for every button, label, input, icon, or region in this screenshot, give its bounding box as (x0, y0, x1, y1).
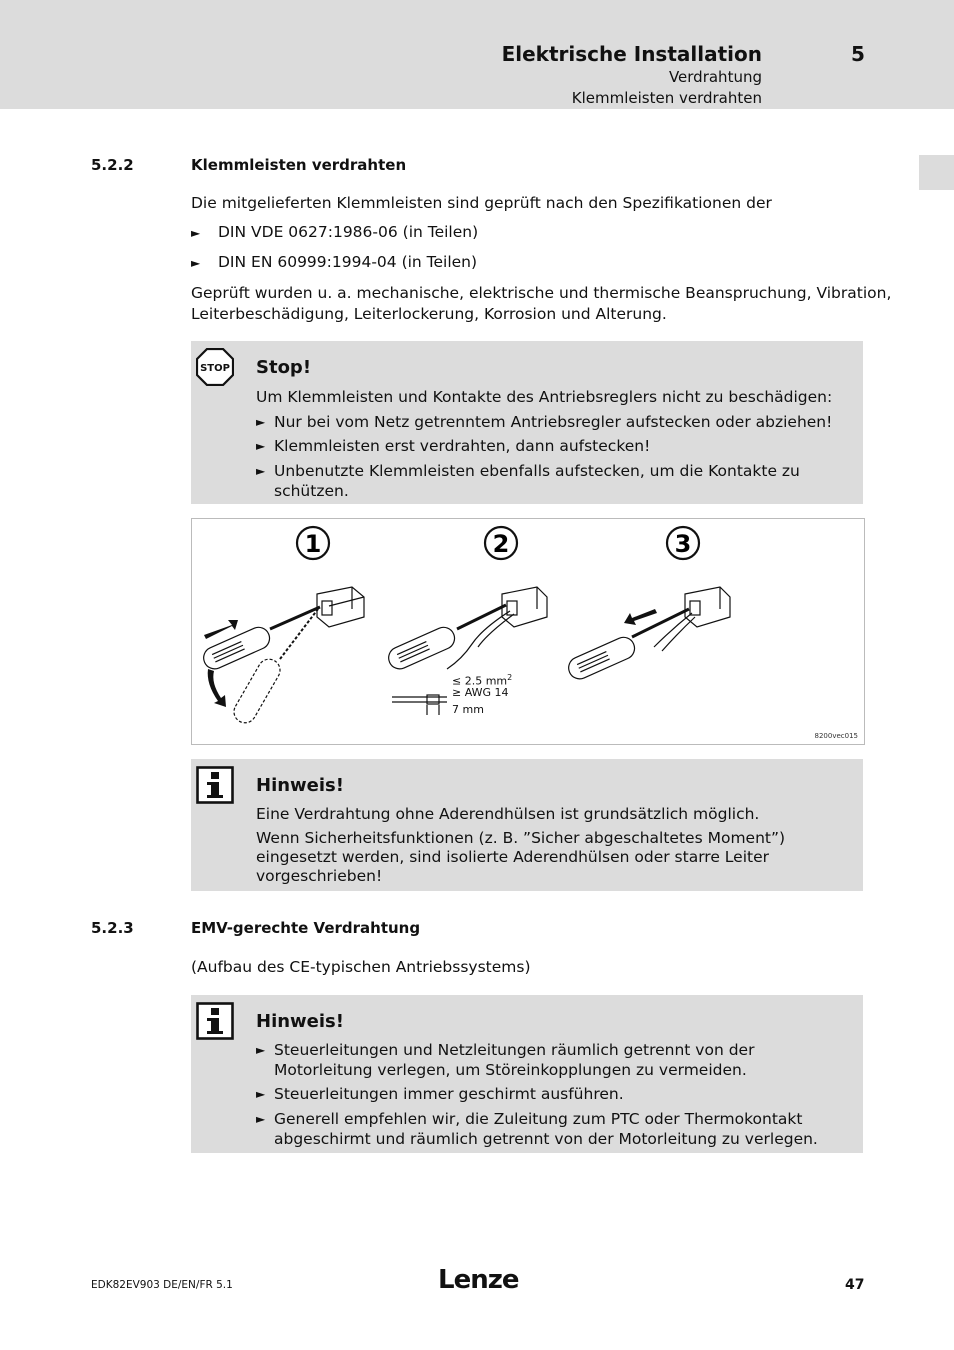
stop-warning-box (191, 341, 863, 504)
bullet-arrow-icon: ► (256, 1043, 266, 1057)
pull-arrow-icon (624, 609, 657, 625)
note-text-line: Wenn Sicherheitsfunktionen (z. B. ”Sicher abgeschaltetes Moment”) (256, 829, 786, 847)
bullet-arrow-icon: ► (256, 464, 266, 478)
chapter-tab-marker (919, 155, 954, 190)
bullet-arrow-icon: ► (256, 1087, 266, 1101)
list-item: ► Steuerleitungen und Netzleitungen räumlich getrennt von der Motorleitung verlegen, um Störeinkopplungen zu vermeiden. (256, 1041, 755, 1079)
section-number: 5.2.2 (91, 156, 134, 174)
awg-label: ≥ AWG 14 (452, 686, 509, 699)
list-item: ► Klemmleisten erst verdrahten, dann aufstecken! (256, 437, 651, 455)
list-item: ► Generell empfehlen wir, die Zuleitung zum PTC oder Thermokontakt abgeschirmt und räumlich getrennt von der Motorleitung zu verlegen. (256, 1110, 818, 1148)
bullet-arrow-icon: ► (191, 256, 201, 270)
list-item: ► Steuerleitungen immer geschirmt ausführen. (256, 1085, 624, 1103)
section-heading: Klemmleisten verdrahten (191, 156, 407, 174)
strip-length-label: 7 mm (452, 703, 484, 716)
stop-intro: Um Klemmleisten und Kontakte des Antriebsreglers nicht zu beschädigen: (256, 388, 833, 406)
list-item: ► DIN EN 60999:1994-04 (in Teilen) (191, 253, 478, 271)
list-item: ► Unbenutzte Klemmleisten ebenfalls aufstecken, um die Kontakte zu schützen. (256, 462, 800, 500)
svg-text:3: 3 (674, 530, 692, 558)
wire-gauge-label: ≤ 2.5 $mm^2$ (452, 673, 513, 688)
step-1-drawing (200, 587, 364, 727)
page-header (0, 0, 954, 109)
note-text-line: eingesetzt werden, sind isolierte Aderendhülsen oder starre Leiter (256, 848, 769, 866)
wiring-illustration (191, 518, 865, 745)
tested-paragraph-line: Leiterbeschädigung, Leiterlockerung, Korrosion und Alterung. (191, 305, 667, 323)
svg-text:STOP: STOP (200, 363, 230, 374)
note-title: Hinweis! (256, 1011, 344, 1032)
note-title: Hinweis! (256, 775, 344, 796)
svg-text:2: 2 (492, 530, 510, 558)
screwdriver-steps-drawing (192, 519, 866, 746)
note-text-line: vorgeschrieben! (256, 867, 383, 885)
bullet-arrow-icon: ► (256, 1112, 266, 1126)
bullet-arrow-icon: ► (191, 226, 201, 240)
document-code: EDK82EV903 DE/EN/FR 5.1 (91, 1279, 233, 1291)
note-box (191, 759, 863, 891)
bullet-arrow-icon: ► (256, 439, 266, 453)
step-2-icon (485, 527, 517, 559)
step-3-icon (667, 527, 699, 559)
stop-title: Stop! (256, 357, 312, 378)
list-item: ► DIN VDE 0627:1986-06 (in Teilen) (191, 223, 479, 241)
stop-sign-icon (196, 348, 234, 386)
step-1-icon (297, 527, 329, 559)
note-text-line: Eine Verdrahtung ohne Aderendhülsen ist grundsätzlich möglich. (256, 805, 760, 823)
list-item: ► Nur bei vom Netz getrenntem Antriebsregler aufstecken oder abziehen! (256, 413, 833, 431)
section-paragraph: (Aufbau des CE-typischen Antriebssystems) (191, 958, 531, 976)
info-icon (196, 766, 234, 804)
subchapter-title: Verdrahtung (668, 68, 762, 86)
lenze-logo: Lenze (438, 1265, 519, 1295)
section-title-header: Klemmleisten verdrahten (571, 89, 762, 107)
step-3-drawing (565, 587, 730, 682)
info-icon (196, 1002, 234, 1040)
section-number: 5.2.3 (91, 919, 134, 937)
chapter-number: 5 (851, 42, 865, 66)
note-box (191, 995, 863, 1153)
chapter-title: Elektrische Installation (501, 42, 762, 66)
tested-paragraph-line: Geprüft wurden u. a. mechanische, elektrische und thermische Beanspruchung, Vibration, (191, 284, 892, 302)
figure-code: 8200vec015 (814, 732, 858, 740)
page-number: 47 (845, 1277, 865, 1293)
bullet-arrow-icon: ► (256, 415, 266, 429)
intro-paragraph: Die mitgelieferten Klemmleisten sind geprüft nach den Spezifikationen der (191, 194, 772, 212)
section-heading: EMV-gerechte Verdrahtung (191, 919, 421, 937)
svg-text:1: 1 (304, 530, 322, 558)
